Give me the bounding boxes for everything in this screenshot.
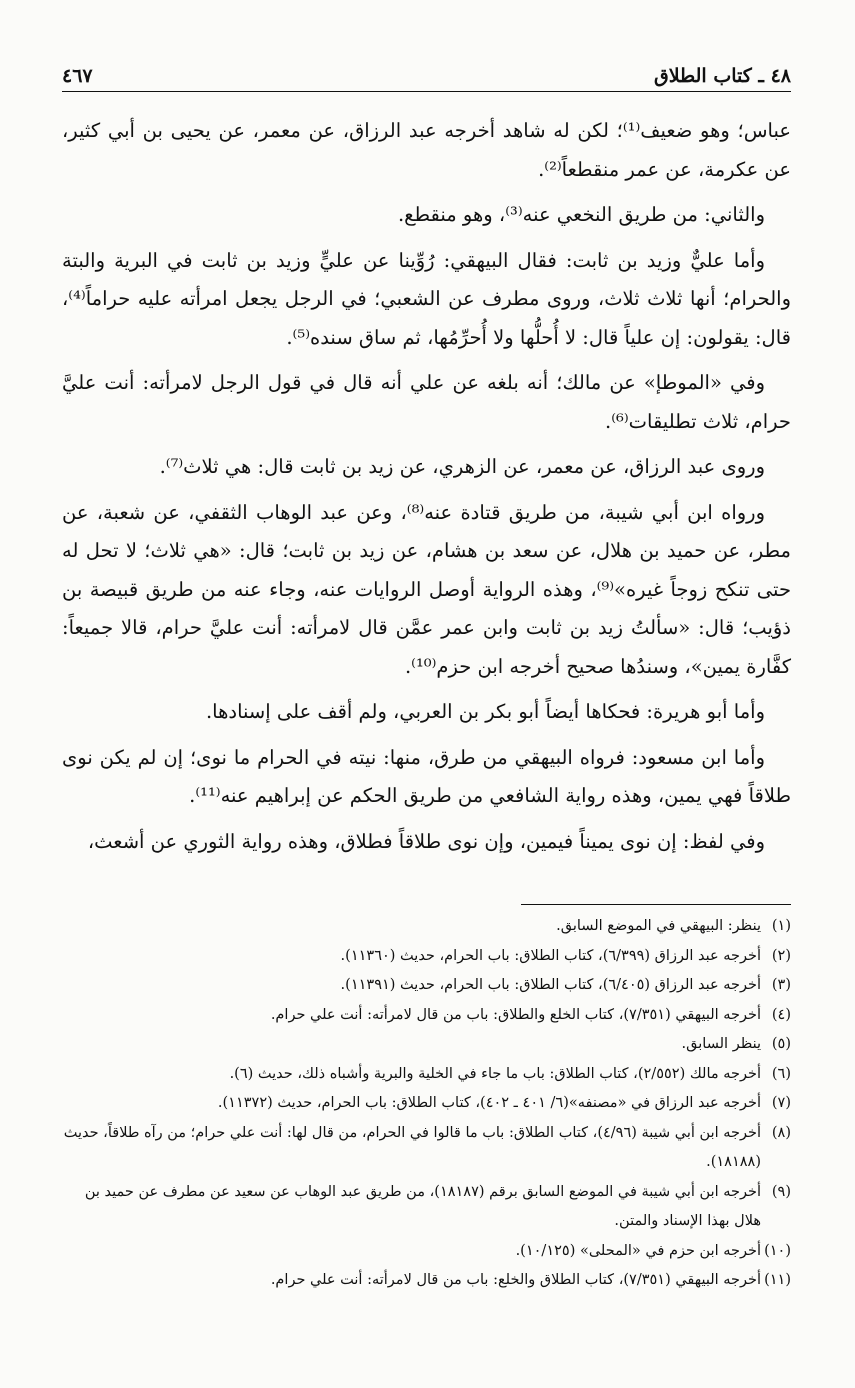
footnote [62,1060,791,1090]
footnote [62,942,791,972]
footnote-number: (٥) [771,1036,791,1052]
paragraph: وفي لفظ: إن نوى يميناً فيمين، وإن نوى طلاقاً فطلاق، وهذه رواية الثوري عن أشعث، [87,829,765,853]
footnote-number: (٤) [771,1006,791,1023]
footnote-number: (٢) [771,947,791,964]
footnote-number: (٧) [771,1095,791,1111]
paragraph: ورواه ابن أبي شيبة، من طريق قتادة عنه⁽⁸⁾، وعن عبد الوهاب الثقفي، عن شعبة، عن مطر، عن حميد بن هلال، عن سعد بن هشام، عن زيد بن ثابت؛ قال: «هي ثلاث؛ لا تحل له حتى تنكح زوجاً غيره»⁽⁹⁾، وهذه الرواية أوصل الروايات عنه، وجاء عنه من طريق قبيصة بن ذؤيب؛ قال: «سألتُ زيد بن ثابت وابن عمر عمَّن قال لامرأته: أنت عليَّ حرام، قالا جميعاً: كفَّارة يمين»، وسندُها صحيح أخرجه ابن حزم⁽¹⁰⁾. [62,500,791,678]
paragraph: والثاني: من طريق النخعي عنه⁽³⁾، وهو منقطع. [397,203,765,226]
footnote-number: (٩) [771,1183,791,1200]
page-number: ٤٦٧ [62,65,93,87]
footnote [62,971,791,1001]
paragraph: وروى عبد الرزاق، عن معمر، عن الزهري، عن زيد بن ثابت قال: هي ثلاث⁽⁷⁾. [159,455,765,478]
footnote-text: أخرجه ابن حزم في «المحلى» (١٠/١٢٥). [515,1242,761,1259]
footnote-number: (١١) [764,1272,791,1288]
footnote-text: أخرجه البيهقي (٧/٣٥١)، كتاب الخلع والطلاق: باب من قال لامرأته: أنت علي حرام. [270,1006,761,1023]
footnote-text: أخرجه ابن أبي شيبة في الموضع السابق برقم (١٨١٨٧)، من طريق عبد الوهاب عن سعيد عن مطرف عن حميد بن هلال بهذا الإسناد والمتن. [84,1183,761,1229]
footnote-number: (١٠) [764,1242,791,1259]
footnote [62,1089,791,1119]
footnote [62,912,791,942]
footnote-number: (٨) [771,1124,791,1141]
main-text [62,112,791,868]
footnote-text: أخرجه عبد الرزاق (٦/٤٠٥)، كتاب الطلاق: باب الحرام، حديث (١١٣٩١). [340,977,761,993]
footnote-text: ينظر السابق. [681,1036,761,1052]
footnote-number: (٦) [771,1065,791,1082]
footnote-text: أخرجه عبد الرزاق في «مصنفه»(٦/ ٤٠١ ـ ٤٠٢)، كتاب الطلاق: باب الحرام، حديث (١١٣٧٢). [217,1095,761,1111]
paragraph: وأما أبو هريرة: فحكاها أيضاً أبو بكر بن العربي، ولم أقف على إسنادها. [205,700,765,723]
running-head [62,56,791,92]
footnote-number: (٣) [771,977,791,993]
footnote [62,1237,791,1267]
footnote-divider [521,904,791,905]
footnote [62,1178,791,1237]
paragraph: وأما عليٌّ وزيد بن ثابت: فقال البيهقي: رُوِّينا عن عليٍّ وزيد بن ثابت في البرية والبتة والحرام؛ أنها ثلاث ثلاث، وروى مطرف عن الشعبي؛ في الرجل يجعل امرأته عليه حراماً⁽⁴⁾، قال: يقولون: إن علياً قال: لا أُحلُّها ولا أُحرِّمُها، ثم ساق سنده⁽⁵⁾. [62,248,791,349]
footnote-text: أخرجه عبد الرزاق (٦/٣٩٩)، كتاب الطلاق: باب الحرام، حديث (١١٣٦٠). [340,947,761,964]
footnotes [62,912,791,1296]
paragraph: وفي «الموطإ» عن مالك؛ أنه بلغه عن علي أنه قال في قول الرجل لامرأته: أنت عليَّ حرام، ثلاث تطليقات⁽⁶⁾. [62,371,791,433]
footnote [62,1266,791,1296]
chapter-title: ٤٨ ـ كتاب الطلاق [653,65,791,87]
footnote-text: أخرجه البيهقي (٧/٣٥١)، كتاب الطلاق والخلع: باب من قال لامرأته: أنت علي حرام. [270,1272,761,1288]
footnote-text: ينظر: البيهقي في الموضع السابق. [556,918,761,934]
footnote-text: أخرجه مالك (٢/٥٥٢)، كتاب الطلاق: باب ما جاء في الخلية والبرية وأشباه ذلك، حديث (٦). [229,1065,761,1082]
paragraph: عباس؛ وهو ضعيف⁽¹⁾؛ لكن له شاهد أخرجه عبد الرزاق، عن معمر، عن يحيى بن أبي كثير، عن عكرمة، عن عمر منقطعاً⁽²⁾. [62,119,791,181]
paragraph: وأما ابن مسعود: فرواه البيهقي من طرق، منها: نيته في الحرام ما نوى؛ إن لم يكن نوى طلاقاً فهي يمين، وهذه رواية الشافعي من طريق الحكم عن إبراهيم عنه⁽¹¹⁾. [62,745,791,807]
footnote-text: أخرجه ابن أبي شيبة (٤/٩٦)، كتاب الطلاق: باب ما قالوا في الحرام، من قال لها: أنت علي حرام؛ من رآه طلاقاً، حديث (١٨١٨٨). [63,1124,761,1170]
footnote [62,1119,791,1178]
footnote [62,1030,791,1060]
footnote-number: (١) [771,918,791,934]
footnote [62,1001,791,1031]
